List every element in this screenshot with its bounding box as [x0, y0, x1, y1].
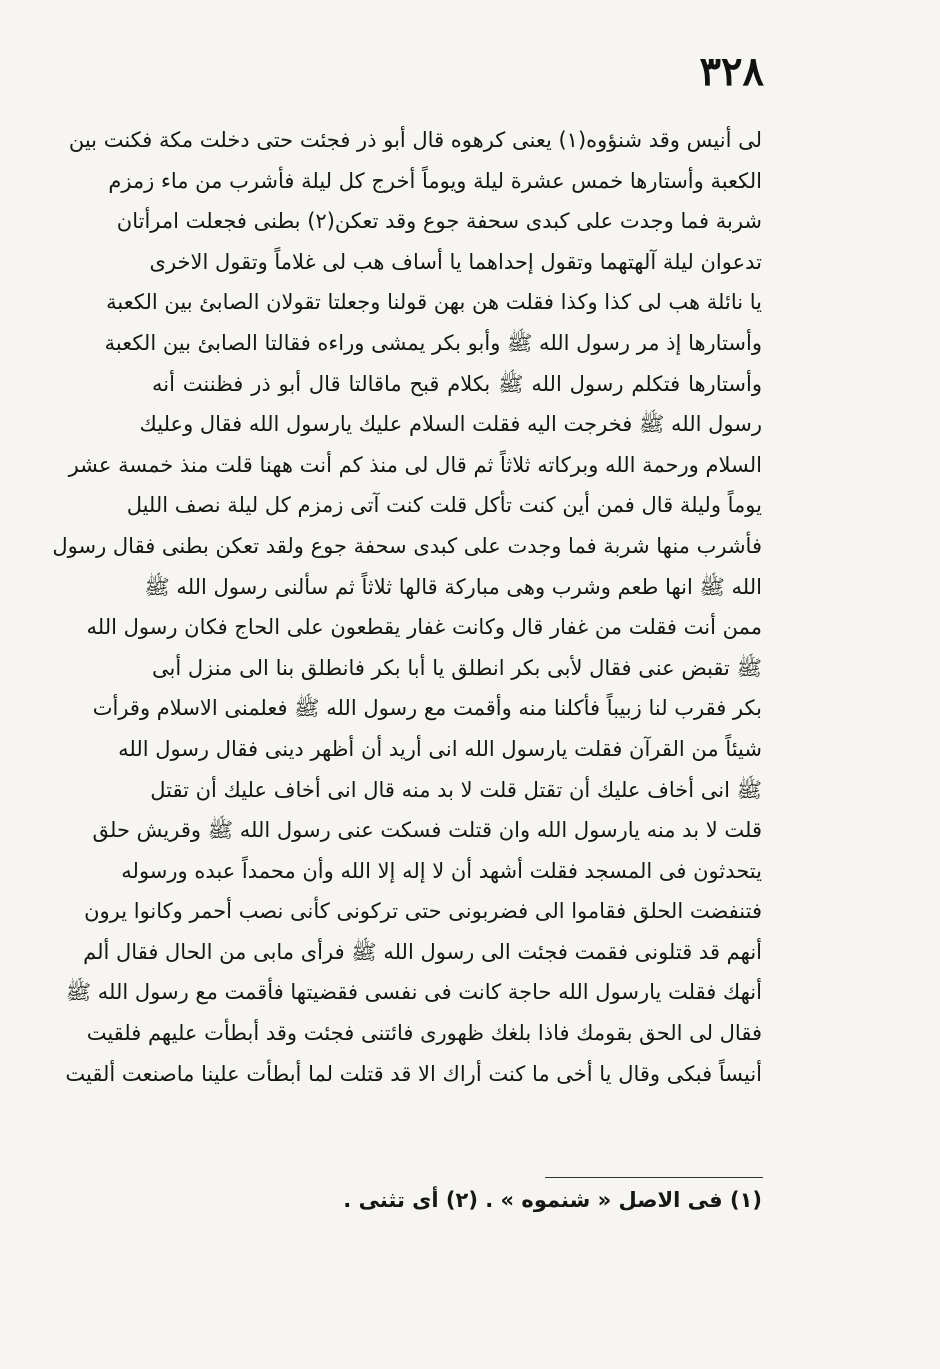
text-line: لى أنيس وقد شنؤوه(١) يعنى كرهوه قال أبو ذر فجئت حتى دخلت مكة فكنت بين [68, 128, 762, 152]
text-line: ﷺ انى أخاف عليك أن تقتل قلت لا بد منه قال انى أخاف عليك أن تقتل [150, 777, 762, 802]
text-line: وأستارها إذ مر رسول الله ﷺ وأبو بكر يمشى وراءه فقالتا الصابئ بين الكعبة [104, 330, 762, 355]
text-line: فأشرب منها شربة فما وجدت على كبدى سحفة جوع ولقد تعكن بطنى فقال رسول [52, 533, 762, 558]
text-line: شربة فما وجدت على كبدى سحفة جوع وقد تعكن(٢) بطنى فجعلت امرأتان [116, 209, 762, 234]
text-line: فقال لى الحق بقومك فاذا بلغك ظهورى فائتنى فجئت وقد أبطأت عليهم فلقيت [86, 1021, 762, 1046]
text-line: فتنفضت الحلق فقاموا الى فضربونى حتى تركونى كأنى نصب أحمر وكانوا يرون [84, 899, 762, 924]
text-line: شيئاً من القرآن فقلت يارسول الله انى أريد أن أظهر دينى فقال رسول الله [118, 736, 762, 761]
text-line: وأستارها فتكلم رسول الله ﷺ بكلام قبح ماقالتا قال أبو ذر فظننت أنه [152, 371, 762, 396]
text-line: أنهم قد قتلونى فقمت فجئت الى رسول الله ﷺ فرأى مابى من الحال فقال ألم [83, 939, 762, 964]
page-number: ٣٢٨ [699, 48, 764, 95]
text-line: أنيساً فبكى وقال يا أخى ما كنت أراك الا قد قتلت لما أبطأت علينا ماصنعت ألقيت [65, 1061, 762, 1086]
text-line: يتحدثون فى المسجد فقلت أشهد أن لا إله إلا الله وأن محمداً عبده ورسوله [121, 858, 762, 883]
text-line: الكعبة وأستارها خمس عشرة ليلة ويوماً أخرج كل ليلة فأشرب من ماء زمزم [108, 168, 762, 193]
text-line: ﷺ تقبض عنى فقال لأبى بكر انطلق يا أبا بكر فانطلق بنا الى منزل أبى [152, 655, 762, 680]
text-line: قلت لا بد منه يارسول الله وان قتلت فسكت عنى رسول الله ﷺ وقريش حلق [92, 818, 762, 843]
text-line: يا نائلة هب لى كذا وكذا فقلت هن بهن قولنا وجعلتا تقولان الصابئ بين الكعبة [106, 290, 762, 315]
text-line: يوماً وليلة قال فمن أين كنت تأكل قلت كنت آتى زمزم كل ليلة نصف الليل [126, 493, 762, 518]
text-line: تدعوان ليلة آلهتهما وتقول إحداهما يا أساف هب لى غلاماً وتقول الاخرى [149, 249, 762, 274]
text-line: ممن أنت فقلت من غفار قال وكانت غفار يقطعون على الحاج فكان رسول الله [86, 615, 762, 640]
text-line: بكر فقرب لنا زبيباً فأكلنا منه وأقمت مع رسول الله ﷺ فعلمنى الاسلام وقرأت [92, 696, 762, 721]
text-line: الله ﷺ انها طعم وشرب وهى مباركة قالها ثلاثاً ثم سألنى رسول الله ﷺ [144, 574, 762, 599]
text-line: أنهك فقلت يارسول الله حاجة كانت فى نفسى فقضيتها فأقمت مع رسول الله ﷺ [65, 980, 762, 1005]
text-line: رسول الله ﷺ فخرجت اليه فقلت السلام عليك يارسول الله فقال وعليك [139, 412, 762, 437]
footnote-divider [545, 1177, 763, 1178]
text-line: السلام ورحمة الله وبركاته ثلاثاً ثم قال لى منذ كم أنت ههنا قلت منذ خمسة عشر [68, 452, 762, 477]
footnote: (١) فى الاصل « شنموه » . (٢) أى تثنى . [343, 1188, 762, 1212]
body-text [52, 120, 762, 1094]
